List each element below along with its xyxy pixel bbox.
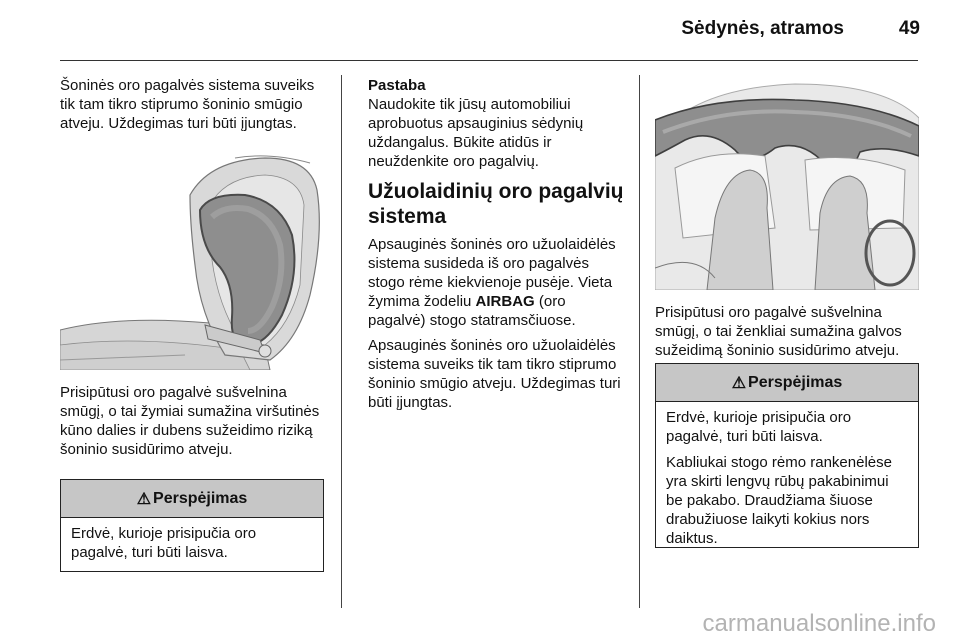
col2-content [368,76,626,412]
col1-warning-text: Erdvė, kurioje prisipučia oro pagalvė, turi būti laisva. [71,525,257,561]
warning-triangle-icon: ⚠ [136,490,152,508]
col3-warning-box [655,363,919,548]
note-text: Naudokite tik jūsų automobiliui aprobuotus apsauginius sėdynių uždangalus. Būkite atidūs ir neuždenkite oro pagalvių. [368,96,584,170]
col2-paragraph-1 [368,235,626,330]
col1-caption [60,383,330,459]
col1-intro-text: Šoninės oro pagalvės sistema suveiks tik tam tikro stiprumo šoninio smūgio atveju. Uždegimas turi būti įjungtas. [60,77,315,132]
page-number: 49 [898,18,920,39]
col1-warning-header [61,480,323,518]
section-title: Sėdynės, atramos [681,18,844,39]
column-divider [341,75,342,608]
col3-warning-text-2: Kabliukai stogo rėmo rankenėlėse yra skirti lengvų rūbų pakabinimui be pakabo. Draudžiama šiuose drabužiuose laikyti kokius nors daiktus. [666,454,892,547]
col3-caption-text: Prisipūtusi oro pagalvė sušvelnina smūgį, o tai ženkliai sumažina galvos sužeidimą šoninio susidūrimo atveju. [655,304,902,359]
col1-warning-box [60,479,324,572]
seat-airbag-illustration [60,155,324,370]
col1-caption-text: Prisipūtusi oro pagalvė sušvelnina smūgį, o tai žymiai sumažina viršutinės kūno dalies ir dubens sužeidimo riziką šoninio susidūrimo atveju. [60,384,320,458]
header-divider [60,60,918,61]
col2-paragraph-1-tail: (oro pagalvė) stogo statramsčiuose. [368,293,576,329]
col3-warning-text-1: Erdvė, kurioje prisipučia oro pagalvė, turi būti laisva. [666,409,852,445]
note-label: Pastaba [368,77,426,94]
col3-warning-body [656,402,918,556]
warning-triangle-icon: ⚠ [731,374,747,392]
column-divider [639,75,640,608]
col2-paragraph-1-text: Apsauginės šoninės oro užuolaidėlės sistema susideda iš oro pagalvės stogo rėme kiekvienoje pusėje. Vieta žymima žodeliu [368,236,616,310]
col3-warning-title: Perspėjimas [748,373,843,391]
airbag-keyword: AIRBAG [475,293,535,310]
watermark: carmanualsonline.info [702,610,936,637]
col1-intro [60,76,330,133]
col1-warning-body [61,518,323,570]
section-heading: Užuolaidinių oro pagalvių sistema [368,180,624,228]
col1-warning-title: Perspėjimas [153,489,248,507]
col3-caption [655,303,921,360]
curtain-airbag-illustration [655,78,919,290]
col3-warning-header [656,364,918,402]
col2-paragraph-2: Apsauginės šoninės oro užuolaidėlės sistema suveiks tik tam tikro stiprumo šoninio smūgio atveju. Uždegimas turi būti įjungtas. [368,337,621,411]
